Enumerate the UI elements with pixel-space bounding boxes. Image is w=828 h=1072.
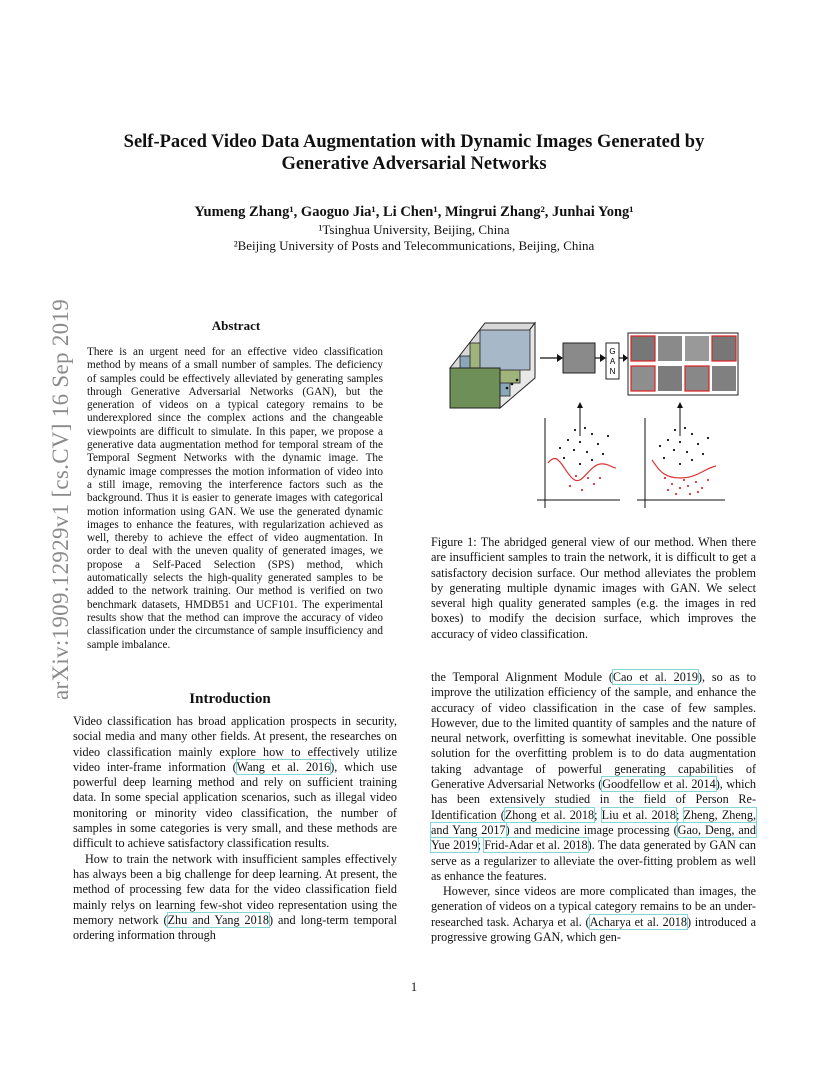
dynamic-image — [563, 343, 595, 373]
figure-1-caption: Figure 1: The abridged general view of our method. When there are insufficient samples to train the network, it is difficult to get a satisfactory decision surface. Our method alleviates the problem by generating multiple dynamic images with GAN. We select several high quality generated samples (e.g. the images in red boxes) to modify the decision surface, which improves the accuracy of video classification. — [431, 535, 756, 641]
text-run: ; — [477, 838, 485, 853]
introduction-left-column — [73, 714, 397, 943]
title-line-1: Self-Paced Video Data Augmentation with Dynamic Images Generated by — [123, 132, 705, 152]
citation-link[interactable]: Acharya et al. 2018 — [589, 914, 687, 929]
abstract-heading: Abstract — [211, 318, 261, 333]
text-run: the Temporal Alignment Module ( — [431, 670, 613, 684]
text-run: ). The data generated by GAN can serve as a regularizer to alleviate the over-fitting problem as well as enhance the features. — [431, 838, 756, 883]
text-run: Video classification has broad application prospects in security, social media and many other fields. At present, the researches on video classification mainly explore how to effectively utilize video inter-frame information ( — [73, 714, 397, 774]
text-run: ) and long-term temporal ordering information through — [73, 912, 397, 943]
citation-link[interactable]: Liu et al. 2018 — [601, 807, 676, 822]
right-column-text — [431, 670, 756, 945]
citation-link[interactable]: Wang et al. 2016 — [236, 759, 331, 774]
svg-text:A: A — [609, 357, 616, 366]
decision-surface-after — [637, 418, 725, 508]
text-run: ; — [675, 807, 684, 822]
introduction-heading: Introduction — [189, 691, 271, 707]
text-run: ) introduced a progressive growing GAN, which gen- — [431, 914, 756, 945]
figure-1-diagram — [440, 318, 740, 518]
text-run: ) and medicine image processing ( — [505, 822, 678, 837]
title-line-2: Generative Adversarial Networks — [281, 154, 547, 174]
intro-paragraph-2 — [73, 852, 397, 944]
authors: Yumeng Zhang¹, Gaoguo Jia¹, Li Chen¹, Mingrui Zhang², Junhai Yong¹ — [194, 204, 634, 220]
text-run: ), which use powerful deep learning method and rely on sufficient training data. In some special application scenarios, such as illegal video monitoring or minority video classification, the number of samples in some categories is very small, and these methods are difficult to achieve satisfactory classification results. — [73, 759, 397, 851]
generated-images-grid — [628, 333, 738, 395]
citation-link[interactable]: Zhong et al. 2018 — [504, 807, 595, 822]
paper-title — [60, 131, 768, 175]
text-run: How to train the network with insufficient samples effectively has always been a big challenge for deep learning. At present, the method of processing few data for the video classification field mainly relys on learning few-shot video representation using the memory network ( — [73, 851, 397, 927]
text-run: However, since videos are more complicated than images, the generation of videos on a typical category remains to be an under-researched task. Acharya et al. ( — [431, 884, 756, 929]
citation-link[interactable]: Zhu and Yang 2018 — [167, 912, 269, 927]
abstract-body: There is an urgent need for an effective video classification method by means of a small number of samples. The deficiency of samples could be effectively alleviated by generating samples through Generative Adversarial Networks (GAN), but the generation of videos on a typical category remains to be underexplored since the complex actions and the changeable viewpoints are difficult to simulate. In this paper, we propose a generative data augmentation method for temporal stream of the Temporal Segment Networks with the dynamic image. The dynamic image compresses the motion information of video into a still image, removing the interference factors such as the background. Thus it is easier to generate images with categorical motion information using GAN. We use the generated dynamic images to enhance the features, with regularization achieved as well, thereby to achieve the effect of video augmentation. In order to deal with the uneven quality of generated images, we propose a Self-Paced Selection (SPS) method, which automatically selects the high-quality generated samples to be added to the network training. Our method is verified on two benchmark datasets, HMDB51 and UCF101. The experimental results show that the method can improve the accuracy of video classification under the circumstance of sample insufficiency and sample imbalance. — [87, 346, 383, 651]
text-run: ), so as to improve the utilization efficiency of the sample, and enhance the accuracy of video classification in the case of few samples. However, due to the limited quantity of samples and the nature of neural network, overfitting is somewhat inevitable. One possible solution for the overfitting problem is to do data augmentation taking advantage of powerful generating capabilities of Generative Adversarial Networks ( — [431, 670, 757, 792]
svg-text:G: G — [609, 347, 616, 356]
citation-link[interactable]: Gao, Deng, and Yue 2019 — [431, 822, 756, 853]
figure-1 — [440, 318, 740, 523]
right-paragraph-1 — [431, 670, 756, 884]
affiliation-2: ²Beijing University of Posts and Telecommunications, Beijing, China — [233, 238, 595, 253]
arxiv-stamp — [8, 290, 73, 700]
citation-link[interactable]: Frid-Adar et al. 2018 — [484, 838, 588, 853]
svg-text:N: N — [609, 367, 616, 376]
video-stack — [450, 323, 535, 408]
decision-surface-before — [537, 418, 620, 508]
page-number: 1 — [410, 980, 418, 994]
arxiv-stamp-text: arXiv:1909.12929v1 [cs.CV] 16 Sep 2019 — [48, 298, 73, 700]
citation-link[interactable]: Goodfellow et al. 2014 — [602, 777, 716, 792]
citation-link[interactable]: Cao et al. 2019 — [612, 670, 698, 684]
right-paragraph-2 — [431, 884, 756, 945]
affiliation-1: ¹Tsinghua University, Beijing, China — [318, 222, 510, 237]
text-run: ; — [594, 807, 602, 822]
text-run: ), which has been extensively studied in the field of Person Re-Identification ( — [431, 777, 757, 822]
intro-paragraph-1 — [73, 714, 397, 852]
citation-link[interactable]: Zheng, Zheng, and Yang 2017 — [431, 807, 756, 837]
